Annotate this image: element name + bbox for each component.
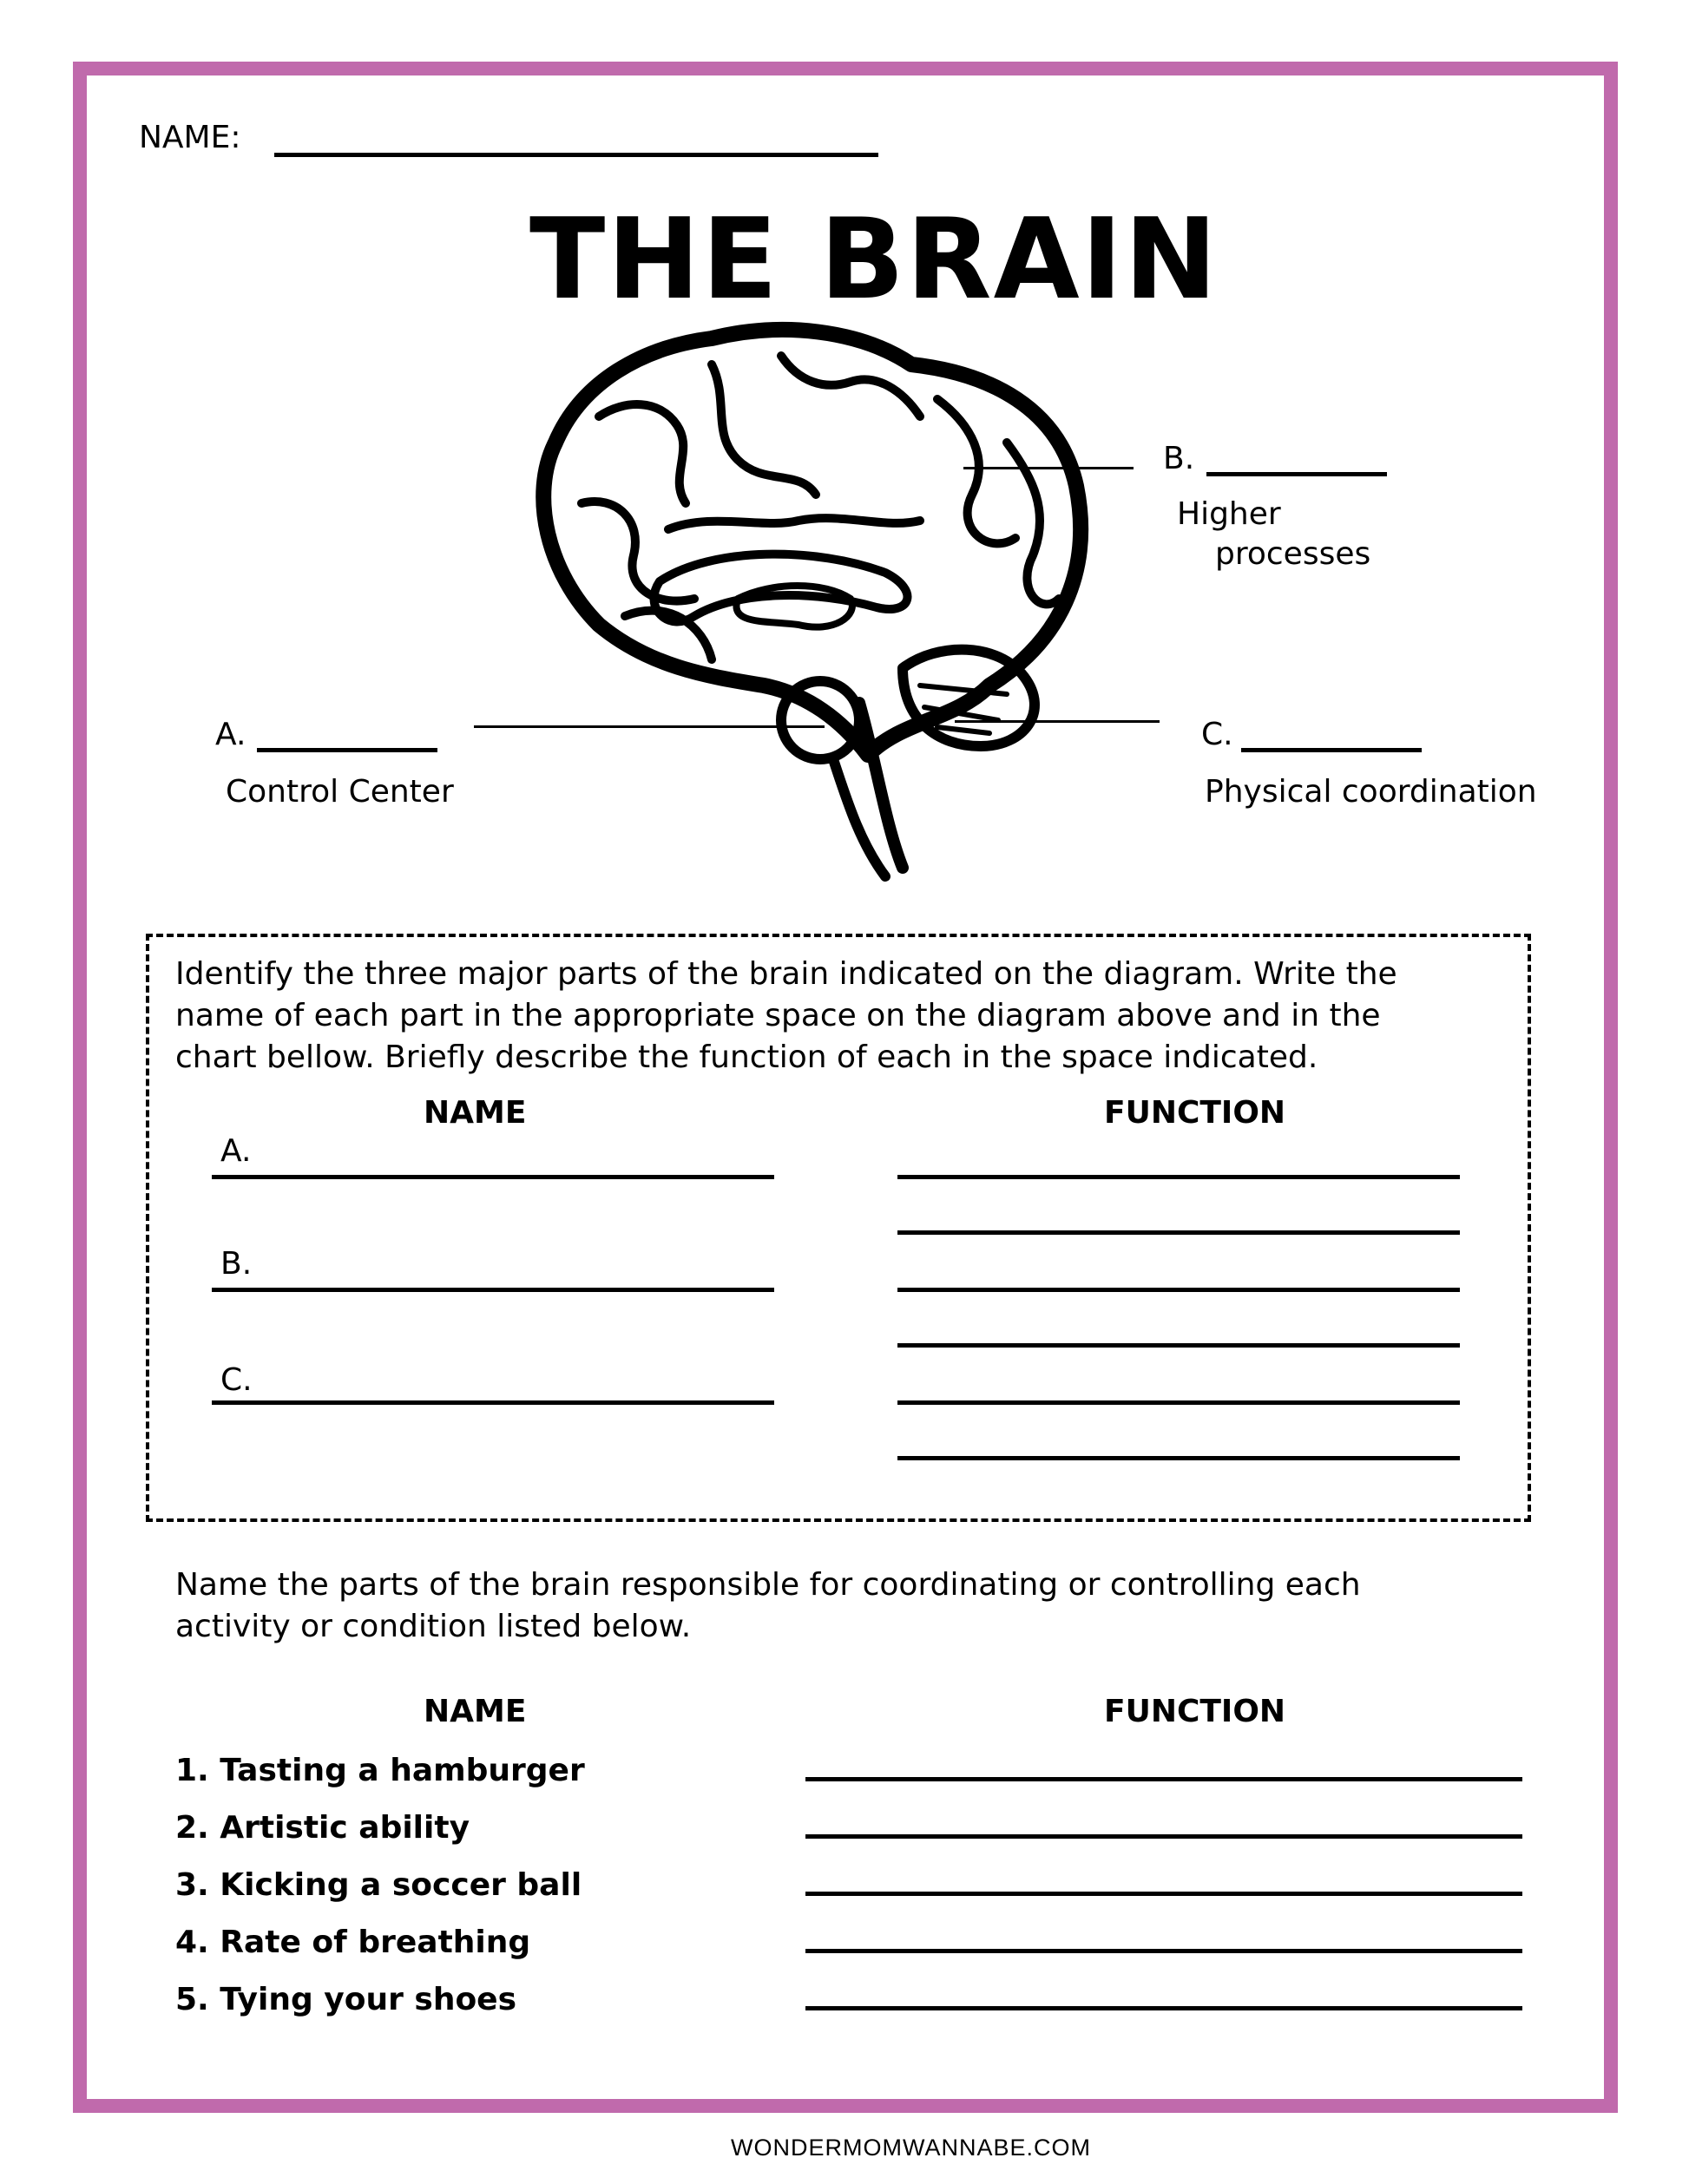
brain-diagram	[451, 312, 1094, 902]
activity-answer-line[interactable]	[805, 2006, 1522, 2010]
activity-item: 5. Tying your shoes	[175, 1982, 517, 2017]
section1-row-a-name-line[interactable]	[212, 1175, 774, 1179]
section1-function-line[interactable]	[897, 1400, 1460, 1405]
section1-row-b-name-line[interactable]	[212, 1288, 774, 1292]
section1-function-line[interactable]	[897, 1456, 1460, 1460]
leader-line-b	[963, 467, 1134, 469]
label-b-description-2: processes	[1215, 536, 1371, 572]
leader-line-c	[955, 720, 1160, 723]
name-label: NAME:	[139, 120, 241, 155]
activity-item: 3. Kicking a soccer ball	[175, 1867, 582, 1903]
section1-function-line[interactable]	[897, 1343, 1460, 1348]
name-blank-line[interactable]	[274, 153, 878, 157]
label-c-blank[interactable]	[1241, 748, 1422, 752]
section1-instructions-line2: name of each part in the appropriate space on the diagram above and in the	[175, 998, 1381, 1033]
activity-item: 4. Rate of breathing	[175, 1925, 531, 1960]
section1-row-a-letter: A.	[220, 1133, 252, 1169]
section1-col-name: NAME	[424, 1095, 527, 1131]
label-b-letter: B.	[1163, 441, 1195, 476]
label-b-blank[interactable]	[1206, 472, 1387, 476]
leader-line-a	[474, 725, 825, 728]
label-a-blank[interactable]	[257, 748, 437, 752]
section1-function-line[interactable]	[897, 1230, 1460, 1235]
activity-answer-line[interactable]	[805, 1834, 1522, 1839]
label-b-description-1: Higher	[1177, 496, 1281, 532]
section1-function-line[interactable]	[897, 1175, 1460, 1179]
section1-row-c-letter: C.	[220, 1362, 253, 1398]
activity-answer-line[interactable]	[805, 1949, 1522, 1953]
activity-item: 2. Artistic ability	[175, 1810, 470, 1846]
section1-instructions-line1: Identify the three major parts of the brain indicated on the diagram. Write the	[175, 956, 1397, 992]
page-title: THE BRAIN	[529, 195, 1219, 325]
activity-answer-line[interactable]	[805, 1777, 1522, 1781]
label-c-letter: C.	[1201, 717, 1233, 752]
section1-function-line[interactable]	[897, 1288, 1460, 1292]
label-c-description: Physical coordination	[1205, 774, 1537, 810]
section1-col-function: FUNCTION	[1104, 1095, 1286, 1131]
label-a-letter: A.	[215, 717, 246, 752]
section1-row-b-letter: B.	[220, 1246, 253, 1282]
section2-col-function: FUNCTION	[1104, 1694, 1286, 1729]
activity-item: 1. Tasting a hamburger	[175, 1753, 585, 1788]
section2-instructions-line1: Name the parts of the brain responsible for coordinating or controlling each	[175, 1567, 1361, 1603]
label-a-description: Control Center	[226, 774, 454, 810]
footer-website: WONDERMOMWANNABE.COM	[731, 2135, 1091, 2161]
section1-instructions-line3: chart bellow. Briefly describe the function of each in the space indicated.	[175, 1040, 1318, 1075]
section2-col-name: NAME	[424, 1694, 527, 1729]
section2-instructions-line2: activity or condition listed below.	[175, 1609, 692, 1644]
section1-row-c-name-line[interactable]	[212, 1400, 774, 1405]
activity-answer-line[interactable]	[805, 1892, 1522, 1896]
